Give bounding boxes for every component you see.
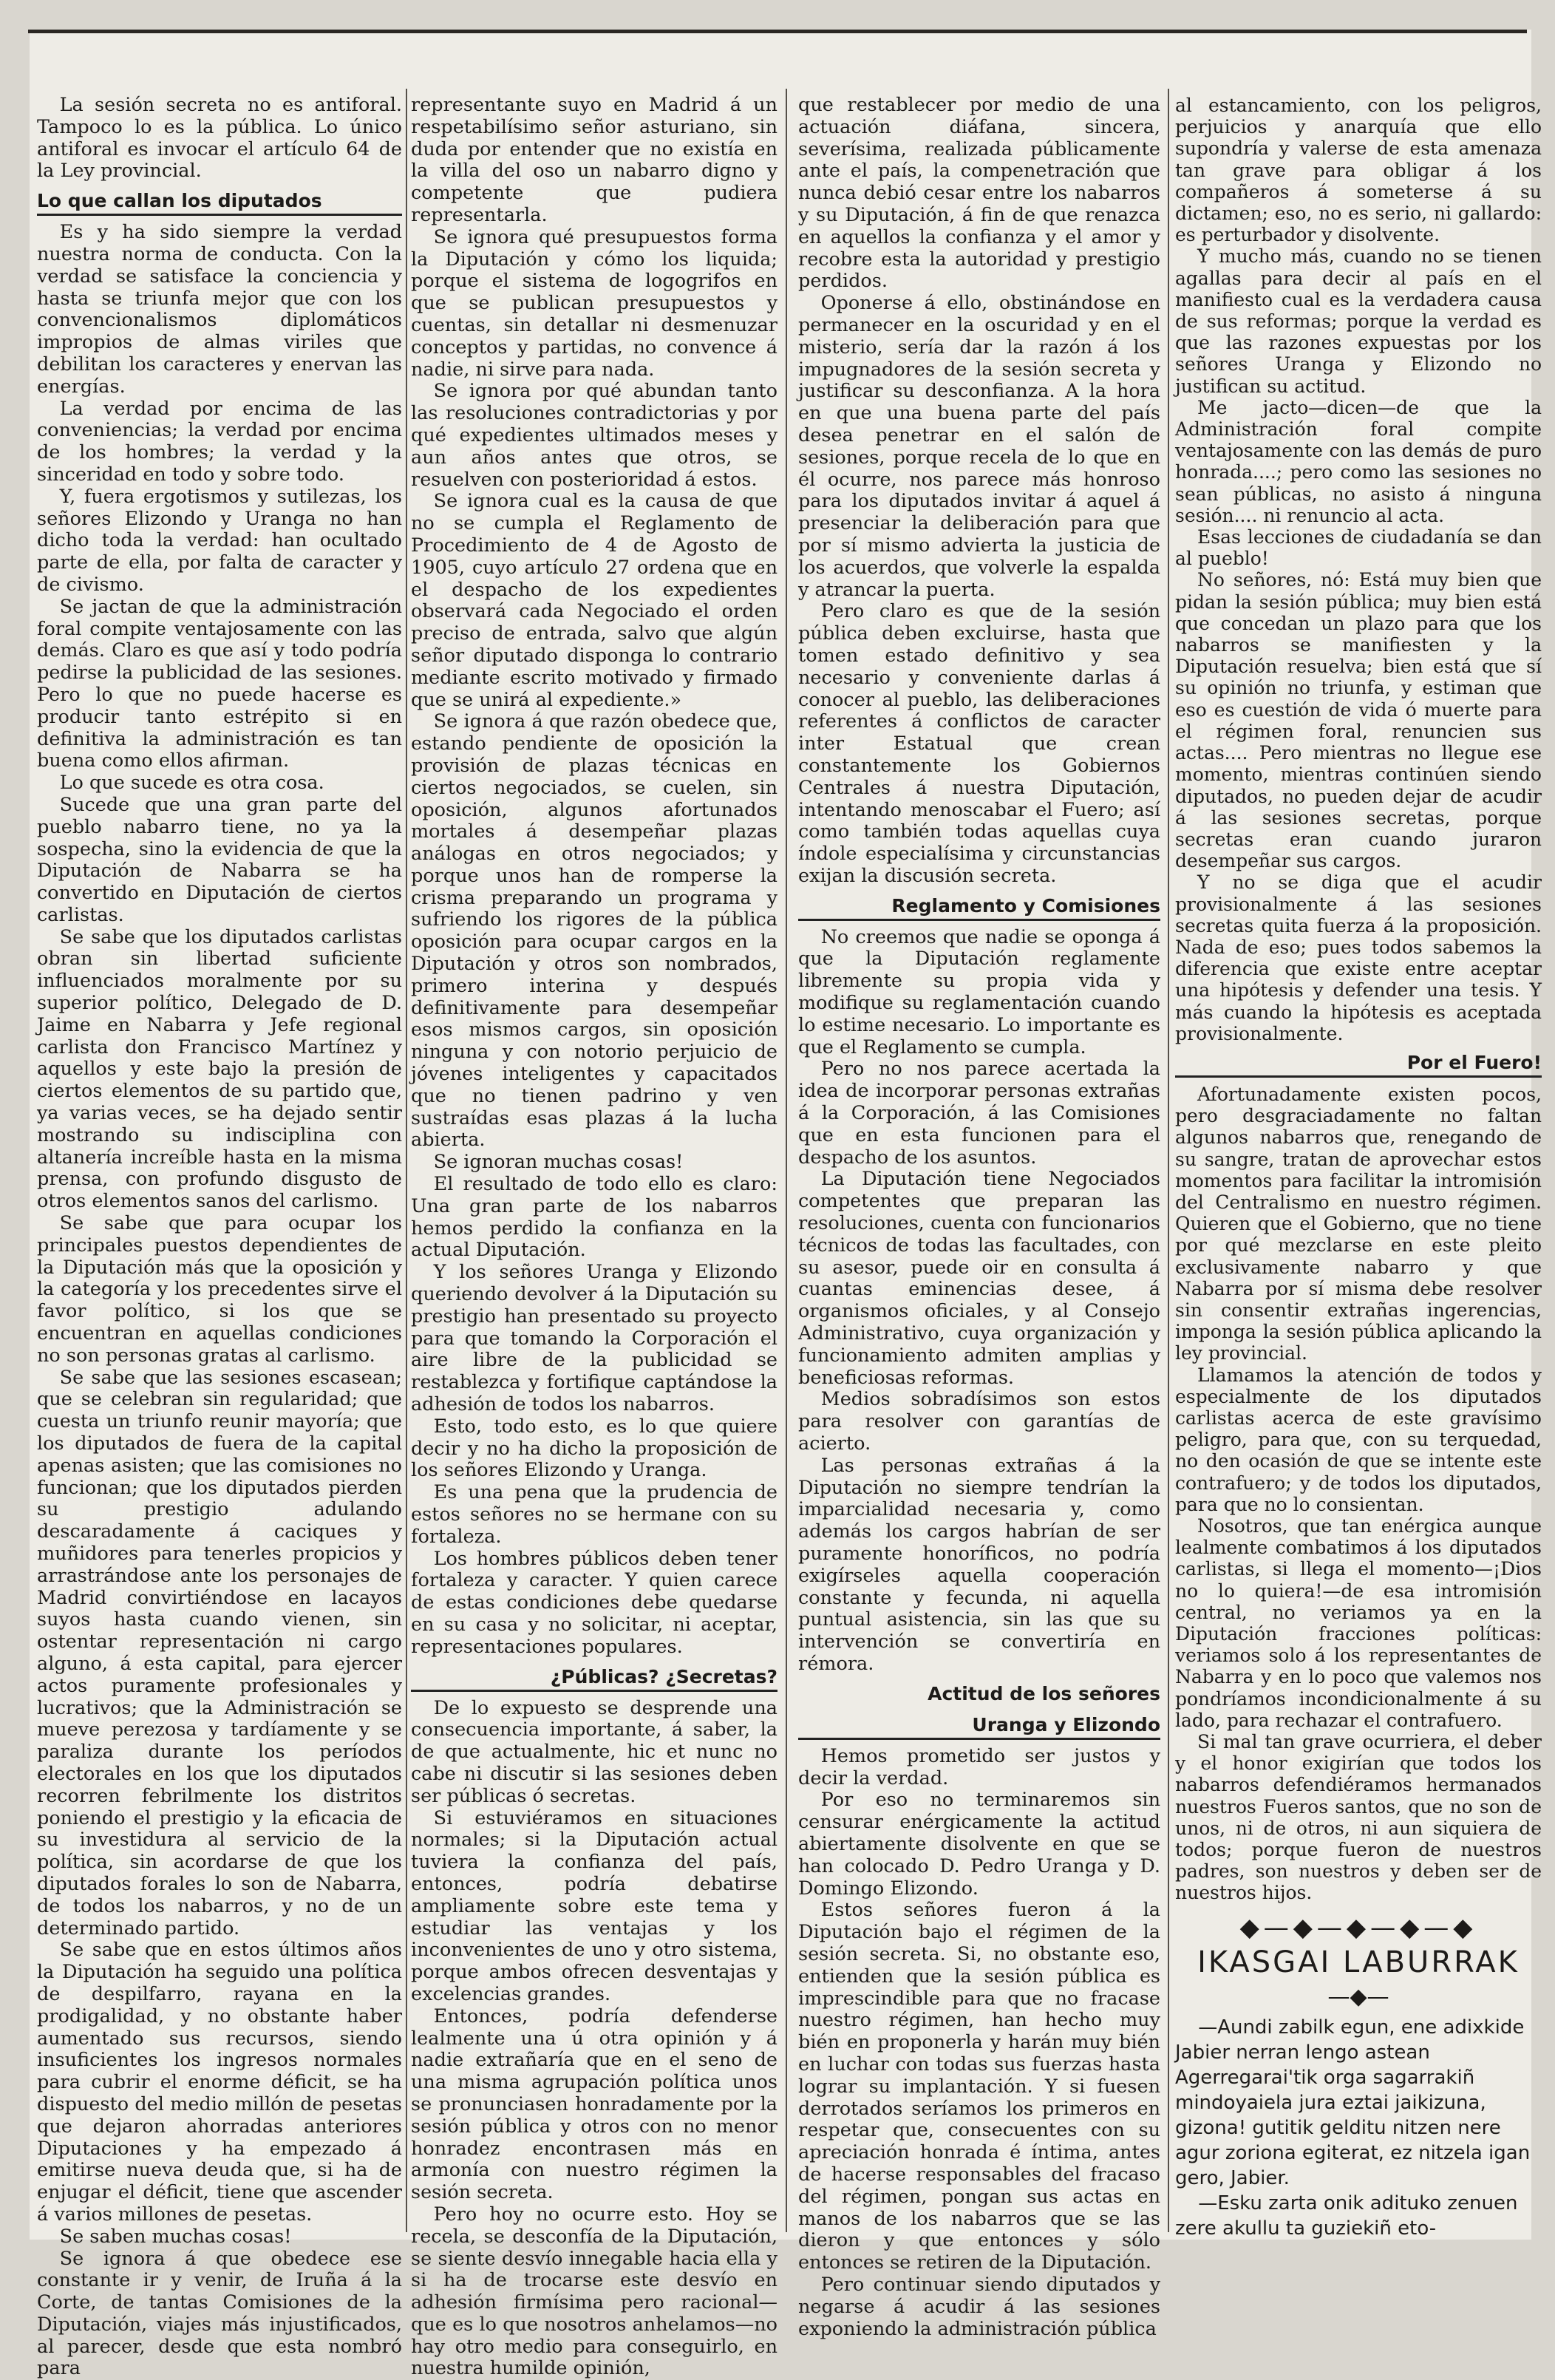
column-rule: [786, 89, 787, 2232]
paragraph: No creemos que nadie se oponga á que la Diputación reglamente libremente su propia vida y modifique su reglamentación cuando lo estime necesario. Lo importante es que el Reglamento se cumpla.: [798, 927, 1160, 1059]
article-title: IKASGAI LABURRAK: [1175, 1943, 1542, 1982]
basque-article: [1175, 2015, 1542, 2241]
paragraph: Y los señores Uranga y Elizondo queriendo devolver á la Diputación su prestigio han presentado su proyecto para que tomando la Corporación el aire libre de la publicidad se restablezca y fortifique captándose la adhesión de todos los nabarros.: [411, 1262, 778, 1416]
paragraph: Es una pena que la prudencia de estos señores no se hermane con su fortaleza.: [411, 1482, 778, 1548]
paragraph: Las personas extrañas á la Diputación no siempre tendrían la imparcialidad necesaria y, como además los cargos habrían de ser puramente honoríficos, no podría exigírseles aquella cooperación constante y fecunda, ni aquella puntual asistencia, sin las que su intervención se convertiría en rémora.: [798, 1455, 1160, 1676]
paragraph: Hemos prometido ser justos y decir la verdad.: [798, 1746, 1160, 1790]
paragraph: La Diputación tiene Negociados competentes que preparan las resoluciones, cuenta con funcionarios técnicos de todas las facultades, con su asesor, puede oir en consulta á cuantas eminencias desee, á organismos oficiales, y al Consejo Administrativo, cuya organización y funcionamiento admiten amplias y beneficiosas reformas.: [798, 1169, 1160, 1389]
paragraph: Se saben muchas cosas!: [37, 2226, 402, 2248]
paragraph: Se ignora cual es la causa de que no se cumpla el Reglamento de Procedimiento de 4 de Agosto de 1905, cuyo artículo 27 ordena que en el despacho de los expedientes observará cada Negociado el orden preciso de entrada, salvo que algún señor diputado disponga lo contrario mediante escrito motivado y firmado que se unirá al expediente.»: [411, 491, 778, 711]
paragraph: al estancamiento, con los peligros, perjuicios y anarquía que ello supondría y valerse de esta amenaza tan grave para obligar á los compañeros á someterse á su dictamen; eso, no es serio, ni gallardo: es perturbador y disolvente.: [1175, 95, 1542, 245]
paragraph: Oponerse á ello, obstinándose en permanecer en la oscuridad y en el misterio, sería dar la razón á los impugnadores de la sesión secreta y justificar su desconfianza. A la hora en que una buena parte del país desea penetrar en el salón de sesiones, porque recela de lo que en él ocurre, nos parece más honroso para los diputados invitar á aquel á presenciar la deliberación para que por sí mismo advierta la justicia de los acuerdos, que volverle la espalda y atrancar la puerta.: [798, 293, 1160, 601]
paragraph: Pero hoy no ocurre esto. Hoy se recela, se desconfía de la Diputación, se siente desvío innegable hacia ella y si ha de trocarse este desvío en adhesión firmísima pero racional—que es lo que nosotros anhelamos—no hay otro medio para conseguirlo, en nuestra humilde opinión,: [411, 2204, 778, 2380]
paragraph: —Aundi zabilk egun, ene adixkide Jabier nerran lengo astean Agerregarai'tik orga sagarrakiñ mindoyaiela jura eztai jaikizuna, gizona! gutitik gelditu nitzen nere agur zoriona egiterat, ez nitzela igan gero, Jabier.: [1175, 2015, 1542, 2191]
paragraph: Por eso no terminaremos sin censurar enérgicamente la actitud abiertamente disolvente en que se han colocado D. Pedro Uranga y D. Domingo Elizondo.: [798, 1789, 1160, 1900]
column-rule: [406, 89, 407, 2232]
paragraph: Es y ha sido siempre la verdad nuestra norma de conducta. Con la verdad se satisface la conciencia y hasta se triunfa mejor que con los convencionalismos diplomáticos impropios de almas viriles que debilitan los caracteres y enervan las energías.: [37, 222, 402, 398]
ornament-divider: ◆—◆—◆—◆—◆: [1175, 1917, 1542, 1939]
paragraph: Se sabe que las sesiones escasean; que se celebran sin regularidad; que cuesta un triunfo reunir mayoría; que los diputados de fuera de la capital apenas asisten; que las comisiones no funcionan; que los diputados pierden su prestigio adulando descaradamente á caciques y muñidores para tenerles propicios y arrastrándose ante los personajes de Madrid convirtiéndose en lacayos suyos hasta cuando vienen, sin ostentar representación ni cargo alguno, á esta capital, para ejercer actos puramente profesionales y lucrativos; que la Administración se mueve perezosa y tardíamente y se paraliza durante los períodos electorales en los que los diputados recorren febrilmente los distritos poniendo el prestigio y la eficacia de su investidura al servicio de la política, sin acordarse de que los diputados forales lo son de Nabarra, de todos los nabarros, y no de un determinado partido.: [37, 1367, 402, 1940]
section-heading: Uranga y Elizondo: [798, 1713, 1160, 1740]
paragraph: Los hombres públicos deben tener fortaleza y caracter. Y quien carece de estas condiciones debe quedarse en su casa y no solicitar, ni aceptar, representaciones populares.: [411, 1548, 778, 1659]
paragraph: Pero claro es que de la sesión pública deben excluirse, hasta que tomen estado definitivo y sea necesario y conveniente darlas á conocer al pueblo, las deliberaciones referentes á conflictos de caracter inter Estatual que crean constantemente los Gobiernos Centrales á nuestra Diputación, intentando menoscabar el Fuero; así como también todas aquellas cuya índole especialísima y circunstancias exijan la discusión secreta.: [798, 601, 1160, 887]
paragraph: Me jacto—dicen—de que la Administración foral compite ventajosamente con las demás de puro honrada....; pero como las sesiones no sean públicas, no asisto á ninguna sesión.... ni renuncio al acta.: [1175, 397, 1542, 526]
paragraph: Y, fuera ergotismos y sutilezas, los señores Elizondo y Uranga no han dicho toda la verdad: han ocultado parte de ella, por falta de caracter y de civismo.: [37, 486, 402, 596]
section-heading: Reglamento y Comisiones: [798, 894, 1160, 921]
paragraph: Se jactan de que la administración foral compite ventajosamente con las demás. Claro es que así y todo podría pedirse la publicidad de las sesiones. Pero lo que no puede hacerse es producir tanto estrépito si en definitiva la administración es tan buena como ellos afirman.: [37, 596, 402, 772]
paragraph: que restablecer por medio de una actuación diáfana, sincera, severísima, realizada públicamente ante el país, la compenetración que nunca debió cesar entre los nabarros y su Diputación, á fin de que renazca en aquellos la confianza y el amor y recobre esta la autoridad y prestigio perdidos.: [798, 95, 1160, 293]
paragraph: Nosotros, que tan enérgica aunque lealmente combatimos á los diputados carlistas, si llega el momento—¡Dios no lo quiera!—de esa intromisión central, no veriamos ya en la Diputación fracciones políticas: veriamos solo á los representantes de Nabarra y en lo poco que valemos nos pondríamos incondicionalmente á su lado, para rechazar el contrafuero.: [1175, 1515, 1542, 1731]
paragraph: Se ignora qué presupuestos forma la Diputación y cómo los liquida; porque el sistema de logogrifos en que se publican presupuestos y cuentas, sin detallar ni desmenuzar conceptos y partidas, no convence á nadie, ni sirve para nada.: [411, 227, 778, 381]
paragraph: Medios sobradísimos son estos para resolver con garantías de acierto.: [798, 1389, 1160, 1455]
paragraph: Se sabe que en estos últimos años la Diputación ha seguido una política de despilfarro, rayana en la prodigalidad, y no obstante haber aumentado sus recursos, siendo insuficientes los ingresos normales para cubrir el enorme déficit, se ha dispuesto del medio millón de pesetas que dejaron ahorradas anteriores Diputaciones y ha empezado á emitirse nueva deuda que, si ha de enjugar el déficit, tiene que ascender á varios millones de pesetas.: [37, 1939, 402, 2226]
paragraph: El resultado de todo ello es claro: Una gran parte de los nabarros hemos perdido la confianza en la actual Diputación.: [411, 1174, 778, 1262]
paragraph: Lo que sucede es otra cosa.: [37, 772, 402, 795]
column-rule: [1168, 89, 1169, 2232]
section-heading: ¿Públicas? ¿Secretas?: [411, 1665, 778, 1692]
paragraph: Afortunadamente existen pocos, pero desgraciadamente no faltan algunos nabarros que, renegando de su sangre, tratan de aprovechar estos momentos para facilitar la intromisión del Centralismo en nuestro régimen. Quieren que el Gobierno, que no tiene por qué mezclarse en este pleito exclusivamente nabarro y que Nabarra por sí misma debe resolver sin consentir extrañas ingerencias, imponga la sesión pública aplicando la ley provincial.: [1175, 1084, 1542, 1364]
paragraph: La sesión secreta no es antiforal. Tampoco lo es la pública. Lo único antiforal es invocar el artículo 64 de la Ley provincial.: [37, 95, 402, 183]
paragraph: Entonces, podría defenderse lealmente una ú otra opinión y á nadie extrañaría que en el seno de una misma agrupación política unos se pronunciasen honradamente por la sesión pública y otros con no menor honradez encontrasen más en armonía con nuestro régimen la sesión secreta.: [411, 2006, 778, 2204]
paragraph: Si mal tan grave ocurriera, el deber y el honor exigirían que todos los nabarros defendiéramos hermanados nuestros Fueros santos, que no son de unos, ni de otros, ni aun siquiera de todos; porque fueron de nuestros padres, son nuestros y deben ser de nuestros hijos.: [1175, 1731, 1542, 1904]
column-1: [37, 95, 402, 2231]
paragraph: Pero no nos parece acertada la idea de incorporar personas extrañas á la Corporación, á las Comisiones que en esta funcionen para el despacho de los asuntos.: [798, 1058, 1160, 1169]
section-heading: Lo que callan los diputados: [37, 188, 402, 216]
paragraph: No señores, nó: Está muy bien que pidan la sesión pública; muy bien está que concedan un plazo para que los nabarros se manifiesten y la Diputación resuelva; bien está que sí su opinión no triunfa, y estiman que eso es cuestión de vida ó muerte para el régimen foral, renuncien sus actas.... Pero mientras no llegue ese momento, mientras continúen siendo diputados, no pueden dejar de acudir á las sesiones secretas, porque secretas eran cuando juraron desempeñar sus cargos.: [1175, 569, 1542, 871]
paragraph: La verdad por encima de las conveniencias; la verdad por encima de los hombres; la verdad y la sinceridad en todo y sobre todo.: [37, 398, 402, 486]
paragraph: —Esku zarta onik adituko zenuen zere akullu ta guziekiñ eto-: [1175, 2191, 1542, 2241]
column-2: [411, 95, 778, 2231]
paragraph: Esto, todo esto, es lo que quiere decir y no ha dicho la proposición de los señores Elizondo y Uranga.: [411, 1416, 778, 1482]
paragraph: Se ignoran muchas cosas!: [411, 1152, 778, 1174]
paragraph: Se ignora á que obedece ese constante ir y venir, de Iruña á la Corte, de tantas Comisiones de la Diputación, viajes más injustificados, al parecer, desde que esta nombró para: [37, 2248, 402, 2380]
paragraph: Esas lecciones de ciudadanía se dan al pueblo!: [1175, 526, 1542, 569]
paragraph: Sucede que una gran parte del pueblo nabarro tiene, no ya la sospecha, sino la evidencia de que la Diputación de Nabarra se ha convertido en Diputación de ciertos carlistas.: [37, 795, 402, 927]
paragraph: Pero continuar siendo diputados y negarse á acudir á las sesiones exponiendo la administración pública: [798, 2274, 1160, 2340]
section-heading: Actitud de los señores: [798, 1682, 1160, 1707]
paragraph: Se sabe que para ocupar los principales puestos dependientes de la Diputación más que la oposición y la categoría y los precedentes sirve el favor político, si los que se encuentran en aquellas condiciones no son personas gratas al carlismo.: [37, 1213, 402, 1367]
paragraph: De lo expuesto se desprende una consecuencia importante, á saber, la de que actualmente, hic et nunc no cabe ni discutir si las sesiones deben ser públicas ó secretas.: [411, 1698, 778, 1808]
ornament-divider: —◆—: [1175, 1986, 1542, 2007]
paragraph: representante suyo en Madrid á un respetabilísimo señor asturiano, sin duda por entender que no existía en la villa del oso un nabarro digno y competente que pudiera representarla.: [411, 95, 778, 227]
paragraph: Llamamos la atención de todos y especialmente de los diputados carlistas acerca de este gravísimo peligro, para que, con su terquedad, no den ocasión de que se intente este contrafuero; y de todos los diputados, para que no lo consientan.: [1175, 1364, 1542, 1515]
paragraph: Se sabe que los diputados carlistas obran sin libertad suficiente influenciados moralmente por su superior político, Delegado de D. Jaime en Nabarra y Jefe regional carlista don Francisco Martínez y aquellos y este bajo la presión de ciertos elementos de su partido que, ya varias veces, se ha dejado sentir mostrando su indisciplina con altanería increíble hasta en la misma prensa, con profundo disgusto de otros elementos sanos del carlismo.: [37, 927, 402, 1213]
top-rule: [28, 30, 1527, 33]
paragraph: Se ignora á que razón obedece que, estando pendiente de oposición la provisión de plazas técnicas en ciertos negociados, se cuelen, sin oposición, algunos afortunados mortales á desempeñar plazas análogas en otros negociados; y porque unos han de romperse la crisma preparando un programa y sufriendo los rigores de la pública oposición para ocupar cargos en la Diputación y otros son nombrados, primero interina y después definitivamente para desempeñar esos mismos cargos, sin oposición ninguna y con notorio perjuicio de jóvenes inteligentes y capacitados que no tienen padrino y ven sustraídas esas plazas á la lucha abierta.: [411, 711, 778, 1152]
column-3: [798, 95, 1160, 2231]
paragraph: Si estuviéramos en situaciones normales; si la Diputación actual tuviera la confianza del país, entonces, podría debatirse ampliamente sobre este tema y estudiar las ventajas y los inconvenientes de uno y otro sistema, porque ambos ofrecen desventajas y excelencias grandes.: [411, 1808, 778, 2006]
paragraph: Estos señores fueron á la Diputación bajo el régimen de la sesión secreta. Si, no obstante eso, entienden que la sesión pública es imprescindible para que no fracase nuestro régimen, han hecho muy bién en proponerla y harán muy bién en luchar con todas sus fuerzas hasta lograr su implantación. Y si fuesen derrotados seríamos los primeros en respetar que, consecuentes con su apreciación honrada é íntima, antes de hacerse responsables del fracaso del régimen, pongan sus actas en manos de los nabarros que se las dieron y que entonces y sólo entonces se retiren de la Diputación.: [798, 1900, 1160, 2274]
section-heading: Por el Fuero!: [1175, 1050, 1542, 1078]
column-4: [1175, 95, 1542, 2231]
paragraph: Se ignora por qué abundan tanto las resoluciones contradictorias y por qué expedientes ultimados meses y aun años antes que otros, se resuelven con posterioridad á estos.: [411, 381, 778, 491]
paragraph: Y no se diga que el acudir provisionalmente á las sesiones secretas quita fuerza á la proposición. Nada de eso; pues todos sabemos la diferencia que existe entre aceptar una hipótesis y defender una tesis. Y más cuando la hipótesis es aceptada provisionalmente.: [1175, 871, 1542, 1044]
paragraph: Y mucho más, cuando no se tienen agallas para decir al país en el manifiesto cual es la verdadera causa de sus reformas; porque la verdad es que las razones expuestas por los señores Uranga y Elizondo no justifican su actitud.: [1175, 245, 1542, 396]
